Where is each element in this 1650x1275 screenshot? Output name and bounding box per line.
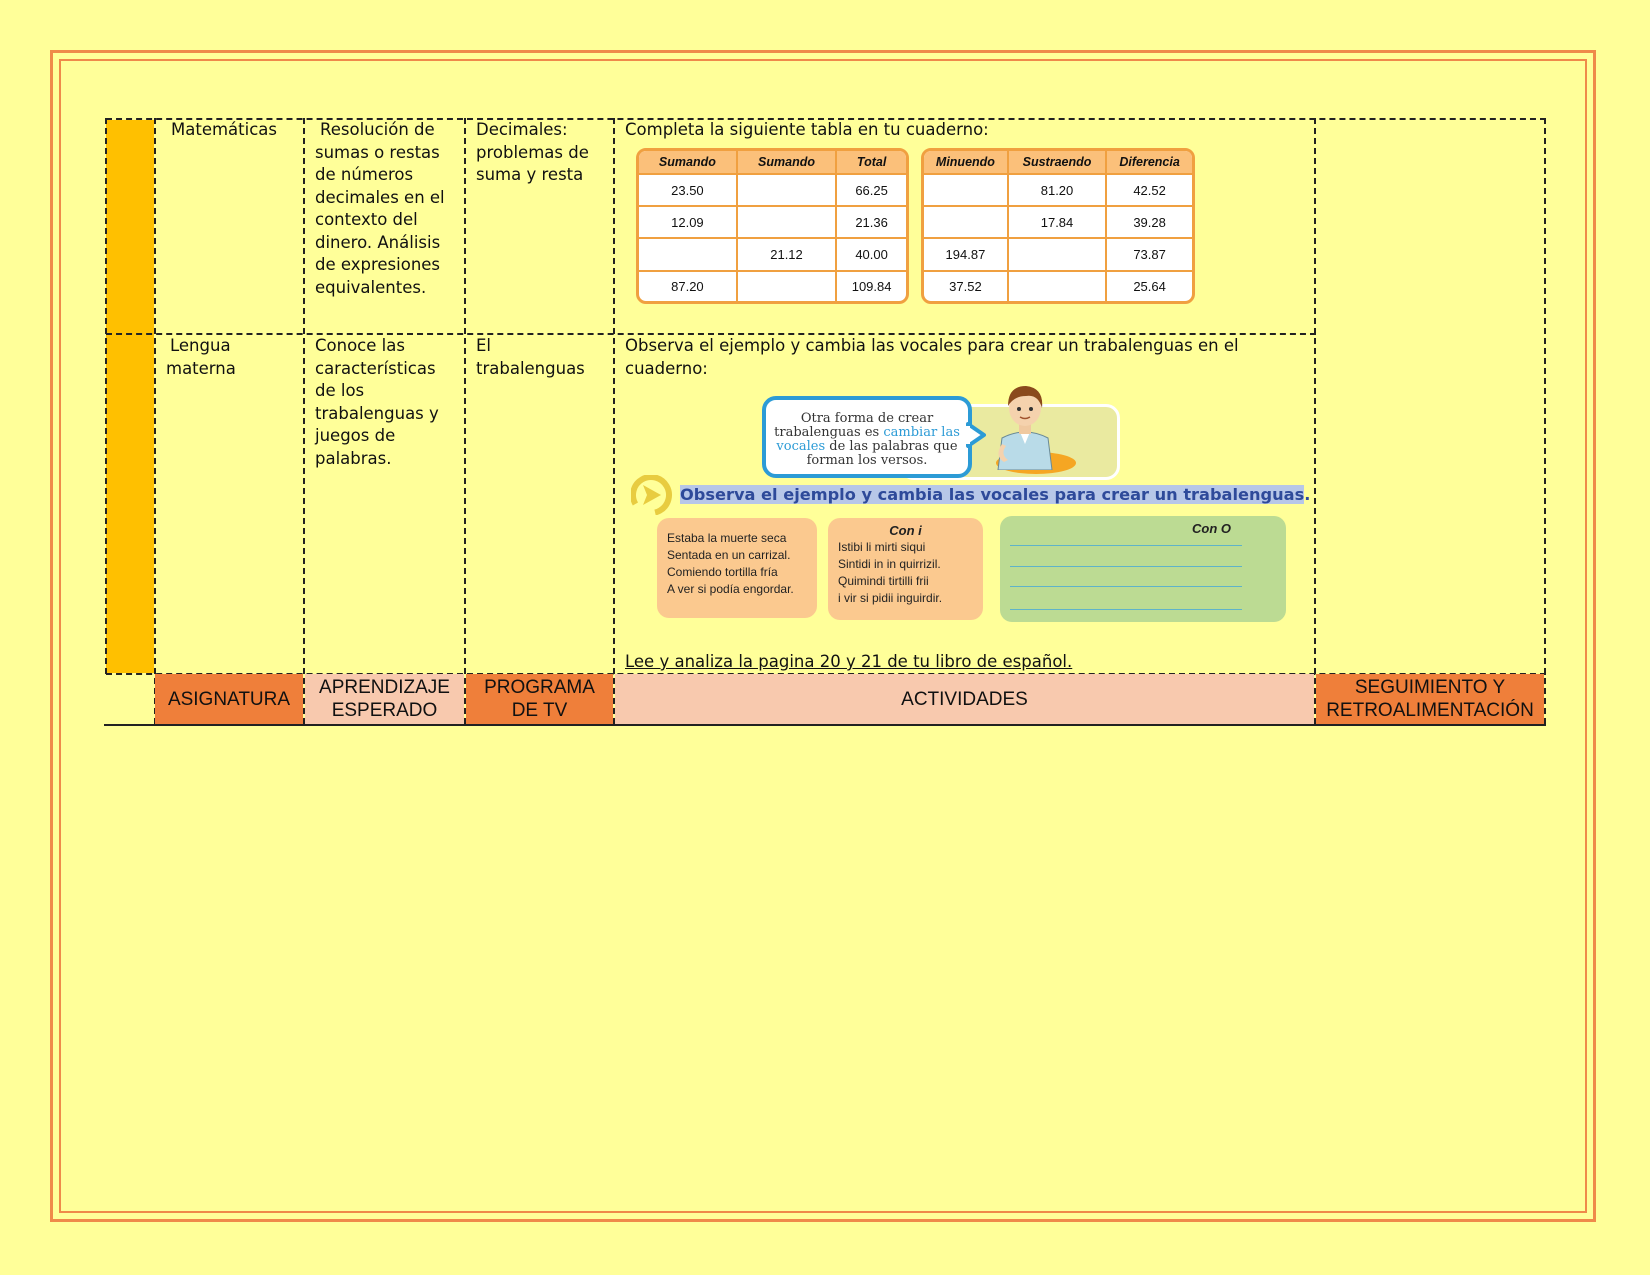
arrow-right-icon bbox=[631, 475, 673, 515]
header-seguimiento: SEGUIMIENTO Y RETROALIMENTACIÓN bbox=[1316, 674, 1544, 724]
row2-instruccion: Observa el ejemplo y cambia las vocales para crear un trabalenguas en el cuaderno: bbox=[625, 336, 1239, 378]
row-color-strip bbox=[106, 120, 154, 673]
table-row: 194.87 73.87 bbox=[924, 238, 1192, 270]
writing-line bbox=[1010, 586, 1242, 587]
sum-table bbox=[636, 148, 909, 304]
subject-math: Matemáticas bbox=[171, 120, 277, 139]
reading-assignment: Lee y analiza la pagina 20 y 21 de tu libro de español. bbox=[625, 652, 1073, 671]
sub-header: Sustraendo bbox=[1008, 151, 1106, 174]
header-actividades: ACTIVIDADES bbox=[615, 674, 1314, 724]
poem-original-card: Estaba la muerte seca Sentada en un carrizal. Comiendo tortilla fría A ver si podía engordar. bbox=[657, 518, 817, 618]
speech-bubble: Otra forma de crear trabalenguas es cambiar las vocales de las palabras que forman los versos. bbox=[762, 396, 972, 478]
row2-asignatura: Lengua materna bbox=[166, 336, 236, 378]
table-row: 12.09 21.36 bbox=[639, 206, 906, 238]
table-row: 87.20 109.84 bbox=[639, 271, 906, 301]
poem-con-i-card: Con i Istibi li mirti siqui Sintidi in in quirrizil. Quimindi tirtilli frii i vir si pidii inguirdir. bbox=[828, 518, 983, 620]
table-row: 37.52 25.64 bbox=[924, 271, 1192, 301]
table-row: 23.50 66.25 bbox=[639, 174, 906, 206]
table-row: 81.20 42.52 bbox=[924, 174, 1192, 206]
writing-line bbox=[1010, 609, 1242, 610]
row1-asignatura bbox=[171, 119, 277, 142]
writing-line bbox=[1010, 566, 1242, 567]
child-character-icon bbox=[990, 382, 1060, 470]
table-row: 21.12 40.00 bbox=[639, 238, 906, 270]
sum-header: Sumando bbox=[639, 151, 737, 174]
row2-aprendizaje: Conoce las características de los trabalenguas y juegos de palabras. bbox=[315, 336, 439, 468]
poem-con-o-card: Con O bbox=[1000, 516, 1286, 622]
sub-header: Minuendo bbox=[924, 151, 1008, 174]
row2-programa: El trabalenguas bbox=[476, 336, 585, 378]
header-programa: PROGRAMA DE TV bbox=[466, 674, 613, 724]
header-aprendizaje: APRENDIZAJE ESPERADO bbox=[305, 674, 464, 724]
row1-instruccion: Completa la siguiente tabla en tu cuaderno: bbox=[625, 120, 989, 139]
speech-bubble-tail-icon bbox=[966, 422, 986, 448]
row1-programa: Decimales: problemas de suma y resta bbox=[476, 120, 589, 184]
table-row: 17.84 39.28 bbox=[924, 206, 1192, 238]
consigna-text: Observa el ejemplo y cambia las vocales para crear un trabalenguas. bbox=[680, 485, 1311, 504]
sum-header: Total bbox=[836, 151, 906, 174]
row1-aprendizaje: Resolución de sumas o restas de números decimales en el contexto del dinero. Análisis de expresiones equivalentes. bbox=[315, 120, 445, 297]
writing-line bbox=[1010, 545, 1242, 546]
sub-header: Diferencia bbox=[1106, 151, 1192, 174]
sum-header: Sumando bbox=[737, 151, 836, 174]
subtraction-table bbox=[921, 148, 1195, 304]
header-asignatura: ASIGNATURA bbox=[155, 674, 303, 724]
